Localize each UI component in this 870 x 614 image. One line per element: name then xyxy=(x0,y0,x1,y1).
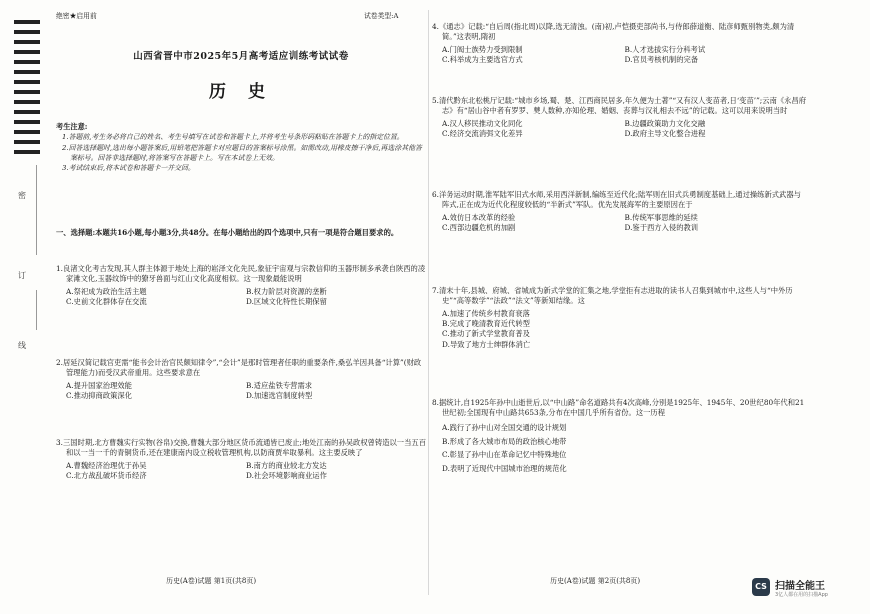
option-a: A.践行了孙中山对全国交通的设计规划 xyxy=(442,422,567,432)
option-group xyxy=(432,119,807,140)
page-divider xyxy=(428,10,429,595)
section-heading: 一、选择题:本题共16小题,每小题3分,共48分。在每小题给出的四个选项中,只有一项是符合题目要求的。 xyxy=(56,228,399,237)
option-d: D.表明了近现代中国城市治理的规范化 xyxy=(442,464,567,474)
option-b: B.边疆政策助力文化交融 xyxy=(624,118,706,128)
option-group xyxy=(56,461,426,482)
binding-hatch xyxy=(14,130,40,134)
note-item: 2.回答选择题时,选出每小题答案后,用铅笔把答题卡对应题目的答案标号涂黑。如需改动,用橡皮擦干净后,再选涂其他答案标号。回答非选择题时,将答案写在答题卡上。写在本试卷上无效。 xyxy=(62,143,422,162)
page-2 xyxy=(432,0,807,614)
question-4 xyxy=(432,22,807,67)
option-group xyxy=(56,381,426,402)
notes-heading: 考生注意: xyxy=(56,122,88,131)
option-group xyxy=(432,309,807,350)
scanner-watermark xyxy=(752,576,864,604)
binding-hatch xyxy=(14,50,40,54)
option-group xyxy=(432,45,807,66)
binding-hatch xyxy=(14,80,40,84)
option-b: B.权力阶层对资源的垄断 xyxy=(246,286,327,296)
option-d: D.鉴于西方入侵的教训 xyxy=(624,223,699,233)
option-d: D.政府主导文化整合进程 xyxy=(624,129,706,139)
page-1 xyxy=(56,0,426,614)
binding-line-label: 线 xyxy=(18,341,26,350)
binding-hatch xyxy=(14,100,40,104)
note-item: 1.答题前,考生务必将自己的姓名、考生号填写在试卷和答题卡上,并将考生号条形码粘贴在答题卡上的指定位置。 xyxy=(62,133,404,142)
question-5 xyxy=(432,96,807,141)
option-c: C.科举成为主要选官方式 xyxy=(442,55,523,65)
binding-hatch xyxy=(14,120,40,124)
option-a: A.曹魏经济治理优于孙吴 xyxy=(66,460,147,470)
paper-type: 试卷类型:A xyxy=(364,12,399,20)
binding-hatch xyxy=(14,110,40,114)
option-d: D.社会环境影响商业运作 xyxy=(246,471,327,481)
question-stem: 5.清代黔东北松桃厅记载:“城市乡场,蜀、楚、江西商民居多,年久便为土著”“又有汉人变苗者,日‘变苗’”;云南《永昌府志》有“居山谷中者有罗罗、僰人数种,亦知伦理、婚姻、丧葬与汉礼相去不远”的记载。这可以用来说明当时 xyxy=(432,96,807,116)
binding-hatch xyxy=(14,60,40,64)
option-a: A.效仿日本改革的经验 xyxy=(442,212,516,222)
binding-hatch xyxy=(14,140,40,144)
option-b: B.完成了晚清教育近代转型 xyxy=(442,319,530,329)
binding-hatch xyxy=(14,20,40,24)
subject-title: 历 史 xyxy=(209,82,273,102)
question-stem: 3.三国时期,北方曹魏实行实物(谷帛)交换,曹魏大部分地区货币流通皆已废止;地处江南的孙吴政权曾铸造以一当五百和以一当一千的青铜货币,还在建康南内设立税收管理机构,以防商贾牟取暴利。这主要反映了 xyxy=(56,438,426,458)
option-c: C.史前文化群体存在交流 xyxy=(66,297,147,307)
option-b: B.人才选拔实行分科考试 xyxy=(624,44,706,54)
binding-strip xyxy=(0,0,44,614)
watermark-title: 扫描全能王 xyxy=(775,581,825,592)
question-8 xyxy=(432,398,807,478)
question-stem: 2.居延汉简记载官吏需“能书会计治官民颇知律令”,“会计”是那时管理者任职的重要条件,桑弘羊因具备“计算”(财政管理能力)而受汉武帝重用。这些要求意在 xyxy=(56,358,422,378)
option-d: D.区域文化特性长期保留 xyxy=(246,297,327,307)
option-group xyxy=(56,287,426,308)
question-2 xyxy=(56,358,426,403)
option-c: C.经济交流消弭文化差异 xyxy=(442,129,523,139)
binding-seal-label: 密 xyxy=(18,191,26,200)
question-3 xyxy=(56,438,426,483)
question-stem: 7.清末十年,县城、府城、省城成为新式学堂的汇集之地,学堂拒有志进取的读书人召集到城市中,这些人与“中外历史”“高等数学”“法政”“法文”等新知结缘。这 xyxy=(432,286,793,306)
option-c: C.推动抑商政策深化 xyxy=(66,391,133,401)
binding-hatch xyxy=(14,70,40,74)
option-a: A.祭祀成为政治生活主题 xyxy=(66,286,147,296)
binding-hatch xyxy=(14,150,40,154)
binding-dashed-line xyxy=(36,290,37,330)
question-stem: 4.《通志》记载:“自后周(指北周)以降,选无清浊。(南)初,卢恺摄吏部尚书,与侍郎薛道衡、陆彦师甄别物类,颇为清简。”这表明,隋初 xyxy=(432,22,795,42)
page-footer: 历史(A卷)试题 第2页(共8页) xyxy=(550,577,641,585)
option-c: C.推动了新式学堂教育普及 xyxy=(442,329,530,339)
option-a: A.加速了传统乡村教育衰落 xyxy=(442,308,530,318)
option-a: A.汉人移民推动文化同化 xyxy=(442,118,523,128)
binding-hatch xyxy=(14,30,40,34)
question-7 xyxy=(432,286,807,352)
question-6 xyxy=(432,190,807,235)
question-stem: 8.据统计,自1925年孙中山逝世后,以“中山路”命名道路共有4次高峰,分别是1925年、1945年、20世纪80年代和21世纪初;全国现有中山路共653条,分布在中国几乎所有省份。这一历程 xyxy=(432,398,805,418)
question-stem: 1.良渚文化考古发现,其人群主体源于地处上海的崧泽文化先民,象征宇宙观与宗教信仰的玉器形制多承袭自陕西的凌家滩文化,玉器纹饰中的獠牙兽面与红山文化高度相似。这一现象最能说明 xyxy=(56,264,426,284)
binding-hatch xyxy=(14,90,40,94)
option-b: B.南方的商业较北方发达 xyxy=(246,460,327,470)
binding-dashed-line xyxy=(36,165,37,255)
option-c: C.西部边疆危机的加剧 xyxy=(442,223,516,233)
option-group xyxy=(432,421,807,476)
note-item: 3.考试结束后,将本试卷和答题卡一并交回。 xyxy=(62,164,195,173)
option-a: A.提升国家治理效能 xyxy=(66,380,132,390)
option-c: C.北方战乱破坏货币经济 xyxy=(66,471,147,481)
binding-hatch xyxy=(14,40,40,44)
secret-mark: 绝密★启用前 xyxy=(56,12,97,20)
option-group xyxy=(432,213,807,234)
camscanner-logo-icon: CS xyxy=(752,578,770,596)
exam-title: 山西省晋中市2025年5月高考适应训练考试试卷 xyxy=(133,51,349,62)
option-c: C.彰显了孙中山在革命记忆中特殊地位 xyxy=(442,450,567,460)
watermark-subtitle: 3亿人都在用的扫描App xyxy=(775,592,828,598)
option-d: D.官员考核机制的完备 xyxy=(624,55,699,65)
option-d: D.导致了地方士绅群体消亡 xyxy=(442,339,531,349)
candidate-notes xyxy=(56,122,426,174)
question-1 xyxy=(56,264,426,309)
option-d: D.加速选官制度转型 xyxy=(246,391,313,401)
page-footer: 历史(A卷)试题 第1页(共8页) xyxy=(166,577,257,585)
binding-bind-label: 订 xyxy=(18,271,26,280)
question-stem: 6.洋务运动时期,淮军陆军旧式水师,采用西洋新制,编练至近代化;陆军则在旧式兵勇制度基础上,通过操练新式武器与阵式,正在成为近代化程度较低的“半新式”军队。优先发展海军的主要原因在于 xyxy=(432,190,801,210)
option-b: B.适应盐铁专营需求 xyxy=(246,380,313,390)
option-a: A.门阀士族势力受到限制 xyxy=(442,44,523,54)
option-b: B.传统军事思维的延续 xyxy=(624,212,698,222)
option-b: B.形成了各大城市布局的政治核心地带 xyxy=(442,436,567,446)
